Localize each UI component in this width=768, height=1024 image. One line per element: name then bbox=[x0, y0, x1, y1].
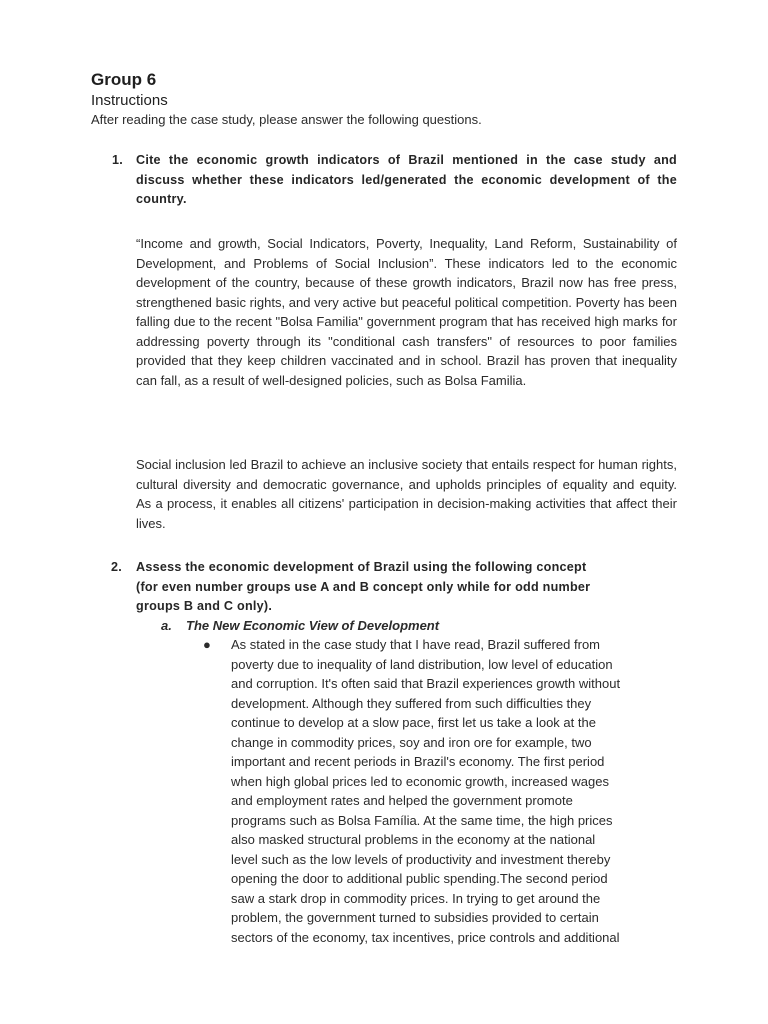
question-1-number: 1. bbox=[112, 153, 124, 167]
bullet-line: also masked structural problems in the economy at the national bbox=[231, 832, 596, 847]
question-1-line: development of the country. bbox=[136, 172, 678, 206]
question-2-line: (for even number groups use A and B concept only while for odd number bbox=[136, 579, 591, 594]
question-1-line: Cite the economic growth indicators of Brazil mentioned in the case study bbox=[136, 153, 646, 167]
question-2-text bbox=[136, 558, 677, 617]
answer-line: indicators led to the economic development of the country, because of these bbox=[136, 255, 677, 290]
question-1 bbox=[112, 151, 678, 210]
subsection-a-heading bbox=[161, 616, 439, 636]
bullet-line: and corruption. It's often said that Brazil experiences growth without bbox=[231, 676, 621, 691]
group-title: Group 6 bbox=[91, 70, 157, 89]
bullet-paragraph bbox=[231, 635, 620, 947]
answer-line: Sustainability of Development, and Problems of Social Inclusion”. These bbox=[136, 236, 677, 271]
bullet-line: when high global prices led to economic growth, increased wages bbox=[231, 773, 609, 789]
answer-line: proven that inequality can fall, as a result of well-designed policies, such as bbox=[136, 353, 677, 388]
bullet-line: problem, the government turned to subsidies provided to certain bbox=[231, 910, 599, 925]
bullet-line: important and recent periods in Brazil's economy. The first period bbox=[231, 754, 605, 769]
bullet-line: saw a stark drop in commodity prices. In trying to get around the bbox=[231, 890, 601, 906]
answer-1-paragraph-2 bbox=[136, 455, 677, 533]
answer-line: active but peaceful political competition. Poverty has been falling due to the bbox=[136, 294, 677, 329]
subsection-a-letter: a. bbox=[161, 618, 172, 633]
answer-line: Social inclusion led Brazil to achieve an inclusive society that entails respect for bbox=[136, 457, 595, 472]
question-2-line: Assess the economic development of Brazil using the following concept bbox=[136, 560, 587, 574]
answer-line: principles of equality and equity. As a process, it enables all citizens' participation bbox=[136, 476, 677, 511]
question-1-line: and discuss whether these indicators led/generated the economic bbox=[136, 153, 677, 187]
answer-line: Bolsa Familia. bbox=[444, 372, 527, 388]
subsection-a-title: The New Economic View of Development bbox=[186, 618, 440, 633]
bullet-icon: ● bbox=[203, 637, 211, 652]
bullet-line: level such as the low levels of productivity and investment thereby bbox=[231, 851, 611, 867]
bullet-line: sectors of the economy, tax incentives, price controls and additional bbox=[231, 929, 620, 945]
answer-line: in decision-making activities that affect their lives. bbox=[136, 496, 677, 531]
instructions-heading: Instructions bbox=[91, 92, 168, 109]
bullet-line: development. Although they suffered from such difficulties they bbox=[231, 695, 592, 711]
answer-line: families provided that they keep children vaccinated and in school. Brazil has bbox=[136, 333, 677, 368]
bullet-line: continue to develop at a slow pace, first let us take a look at the bbox=[231, 715, 596, 730]
answer-1-paragraph-1 bbox=[136, 234, 677, 390]
answer-line: addressing poverty through its "conditional cash transfers" of resources to poor bbox=[136, 333, 626, 349]
question-2-number: 2. bbox=[111, 560, 123, 574]
question-2 bbox=[111, 558, 677, 617]
bullet-line: opening the door to additional public spending.The second period bbox=[231, 871, 608, 886]
answer-line: human rights, cultural diversity and democratic governance, and upholds bbox=[136, 457, 677, 492]
bullet-line: poverty due to inequality of land distribution, low level of education bbox=[231, 656, 613, 672]
bullet-line: change in commodity prices, soy and iron ore for example, two bbox=[231, 734, 592, 750]
bullet-line: As stated in the case study that I have read, Brazil suffered from bbox=[231, 637, 601, 652]
answer-line: growth indicators, Brazil now has free press, strengthened basic rights, and very bbox=[136, 275, 677, 310]
bullet-line: and employment rates and helped the government promote bbox=[231, 793, 573, 808]
instructions-text: After reading the case study, please answer the following questions. bbox=[91, 112, 482, 127]
answer-line: recent "Bolsa Familia" government program that has received high marks for bbox=[235, 314, 677, 329]
answer-line: “Income and growth, Social Indicators, Poverty, Inequality, Land Reform, bbox=[136, 236, 577, 251]
bullet-line: programs such as Bolsa Família. At the same time, the high prices bbox=[231, 812, 613, 828]
question-1-text bbox=[136, 151, 677, 210]
question-2-line: groups B and C only). bbox=[136, 599, 273, 613]
